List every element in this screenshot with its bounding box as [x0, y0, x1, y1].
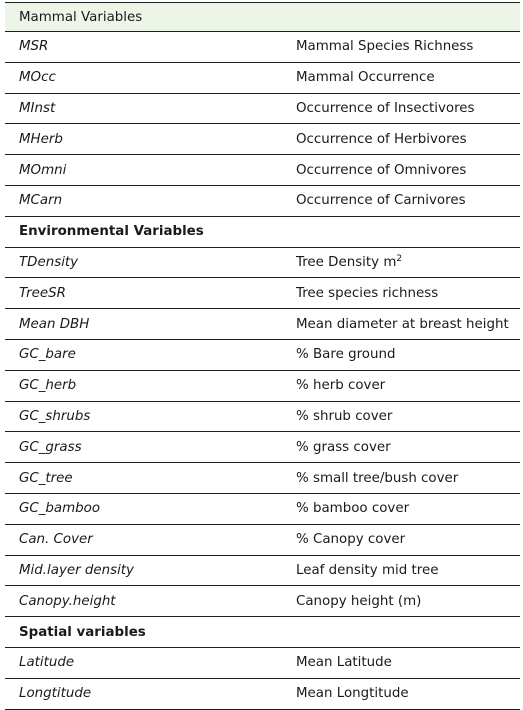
- table-row: [5, 340, 520, 371]
- variable-description: % shrub cover: [296, 408, 393, 424]
- variable-code: Mean DBH: [19, 316, 90, 332]
- variable-description: Occurrence of Omnivores: [296, 162, 467, 178]
- table-row: [5, 525, 520, 556]
- variable-code: GC_herb: [19, 378, 77, 394]
- variable-description: Mean diameter at breast height: [296, 316, 509, 332]
- table-row: [5, 63, 520, 94]
- section-heading-row: [5, 617, 520, 648]
- variable-code: GC_shrubs: [19, 408, 91, 424]
- table-header-row: [5, 2, 520, 32]
- variable-description: [282, 255, 520, 270]
- variable-description: % bamboo cover: [296, 501, 410, 517]
- variable-description: Mean Longtitude: [296, 686, 409, 702]
- variable-code: TDensity: [19, 254, 79, 270]
- variable-description: % grass cover: [296, 439, 391, 455]
- table-row: [5, 494, 520, 525]
- table-row: [5, 371, 520, 402]
- section-heading-spatial: Spatial variables: [19, 624, 146, 640]
- variable-description: Occurrence of Insectivores: [296, 100, 475, 116]
- variable-code: Can. Cover: [19, 532, 93, 548]
- variable-code: MOcc: [19, 70, 56, 86]
- variable-code: GC_tree: [19, 470, 73, 486]
- variable-code: MOmni: [19, 162, 67, 178]
- variable-code: MCarn: [19, 193, 63, 209]
- table-row: [5, 32, 520, 63]
- variable-code: MHerb: [19, 131, 63, 147]
- table-row: [5, 155, 520, 186]
- section-heading-environmental: Environmental Variables: [19, 224, 204, 240]
- variable-description-text: Tree Density m: [296, 254, 397, 270]
- variable-description: Canopy height (m): [296, 593, 422, 609]
- variable-code: MSR: [19, 39, 49, 55]
- variable-code: GC_bamboo: [19, 501, 101, 517]
- variable-code: Latitude: [19, 655, 75, 671]
- table-row: [5, 648, 520, 679]
- table-header-title: Mammal Variables: [19, 9, 143, 25]
- table-row: [5, 124, 520, 155]
- variable-description: % Bare ground: [296, 347, 396, 363]
- variable-code: Longtitude: [19, 686, 92, 702]
- variable-description: % small tree/bush cover: [296, 470, 459, 486]
- superscript: 2: [396, 253, 403, 264]
- variable-description: Occurrence of Carnivores: [296, 193, 466, 209]
- table-row: [5, 278, 520, 309]
- table-row: [5, 94, 520, 125]
- variable-code: Canopy.height: [19, 593, 116, 609]
- variable-description: Occurrence of Herbivores: [296, 131, 467, 147]
- variable-code: GC_bare: [19, 347, 76, 363]
- variable-code: TreeSR: [19, 285, 66, 301]
- variable-description: Leaf density mid tree: [296, 562, 439, 578]
- table-row: [5, 463, 520, 494]
- variable-description: Mammal Species Richness: [296, 39, 474, 55]
- table-row: [5, 556, 520, 587]
- variable-description: Tree species richness: [296, 285, 439, 301]
- table-row: [5, 248, 520, 279]
- variables-table: [5, 2, 520, 710]
- variable-description: % Canopy cover: [296, 532, 406, 548]
- variable-description: Mammal Occurrence: [296, 70, 435, 86]
- variable-description: % herb cover: [296, 378, 386, 394]
- table-row: [5, 432, 520, 463]
- section-heading-row: [5, 217, 520, 248]
- variable-code: MInst: [19, 100, 56, 116]
- table-row: [5, 402, 520, 433]
- table-row: [5, 586, 520, 617]
- variable-code: Mid.layer density: [19, 562, 134, 578]
- table-row: [5, 309, 520, 340]
- variable-code: GC_grass: [19, 439, 82, 455]
- variable-description: Mean Latitude: [296, 655, 392, 671]
- table-row: [5, 679, 520, 710]
- table-row: [5, 186, 520, 217]
